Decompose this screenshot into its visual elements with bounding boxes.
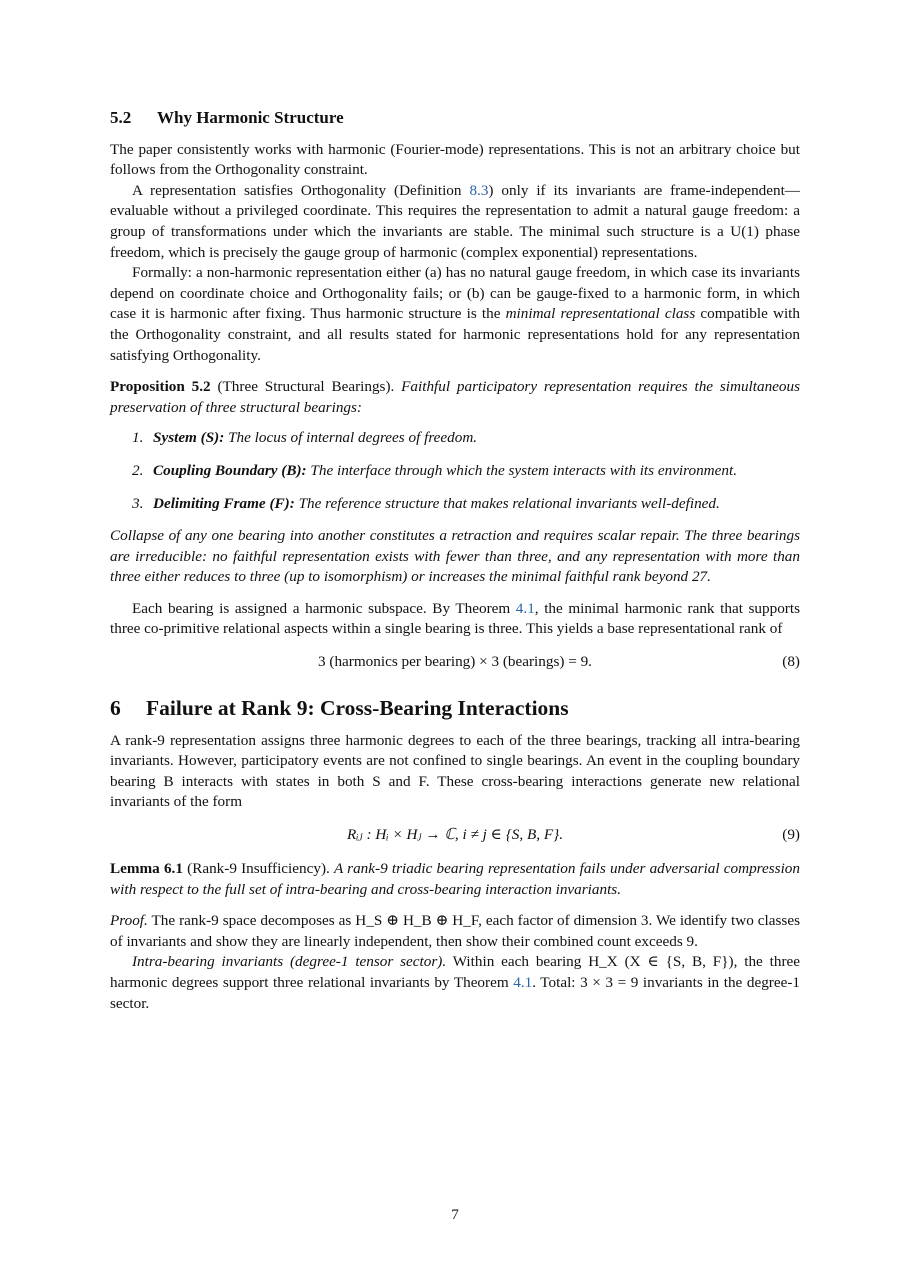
- section-title: Failure at Rank 9: Cross-Bearing Interactions: [146, 696, 569, 721]
- proposition-closing: Collapse of any one bearing into another constitutes a retraction and requires scalar repair. The three bearings are irreducible: no faithful representation exists with fewer than three, and any representation with more than three either reduces to three (up to isomorphism) or increases the minimal faithful rank beyond 27.: [110, 527, 800, 586]
- definition-link[interactable]: 8.3: [469, 181, 489, 199]
- paragraph: Each bearing is assigned a harmonic subspace. By Theorem 4.1, the minimal harmonic rank that supports three co-primitive relational aspects within a single bearing is three. This yields a base representational rank of: [110, 599, 800, 638]
- equation-tag: (9): [782, 826, 800, 844]
- proposition-name: (Three Structural Bearings).: [217, 378, 395, 396]
- proposition-statement: Faithful participatory representation requires the simultaneous preservation of three structural bearings:: [110, 378, 801, 416]
- lemma-name: (Rank-9 Insufficiency).: [187, 860, 330, 878]
- list-item: 2. Coupling Boundary (B): The interface through which the system interacts with its environment.: [132, 461, 738, 479]
- list-item: 1. System (S): The locus of internal degrees of freedom.: [132, 429, 478, 447]
- proof-label: Proof.: [110, 912, 148, 930]
- lemma-statement: A rank-9 triadic bearing representation fails under adversarial compression with respect to the full set of intra-bearing and cross-bearing interaction invariants.: [110, 860, 800, 898]
- subsection-number: 5.2: [110, 108, 132, 127]
- paragraph: Formally: a non-harmonic representation either (a) has no natural gauge freedom, in which case its invariants depend on coordinate choice and Orthogonality fails; or (b) can be gauge-fixed to a harmonic form, in which case it is harmonic after fixing. Thus harmonic structure is the minimal representational class compatible with the Orthogonality constraint, and all results stated for harmonic representations hold for any representation satisfying Orthogonality.: [110, 264, 800, 364]
- equation-tag: (8): [782, 653, 800, 671]
- paragraph: Intra-bearing invariants (degree-1 tensor sector). Within each bearing H_X (X ∈ {S, B, F}), the three harmonic degrees support three relational invariants by Theorem 4.1. Total: 3 × 3 = 9 invariants in the degree-1 sector.: [110, 953, 800, 1012]
- subsection-heading: [110, 108, 800, 129]
- subsection-title: Why Harmonic Structure: [157, 108, 344, 127]
- section-heading: [110, 698, 800, 719]
- proof: Proof. The rank-9 space decomposes as H_S ⊕ H_B ⊕ H_F, each factor of dimension 3. We identify two classes of invariants and show they are linearly independent, then show their combined count exceeds 9.: [110, 912, 800, 950]
- paragraph: A rank-9 representation assigns three harmonic degrees to each of the three bearings, tracking all intra-bearing invariants. However, participatory events are not confined to single bearings. An event in the coupling boundary bearing B interacts with states in both S and F. These cross-bearing interactions generate new relational invariants of the form: [110, 731, 800, 811]
- proposition-label: Proposition 5.2: [110, 378, 211, 396]
- page-number: 7: [451, 1206, 459, 1223]
- theorem-link[interactable]: 4.1: [513, 974, 533, 991]
- lemma-label: Lemma 6.1: [110, 860, 183, 878]
- equation-8: 3 (harmonics per bearing) × 3 (bearings) = 9. (8): [110, 652, 800, 672]
- proposition: [110, 377, 800, 418]
- section-number: 6: [110, 696, 121, 721]
- theorem-link[interactable]: 4.1: [515, 599, 535, 617]
- bearing-list: [110, 428, 800, 514]
- paragraph: The paper consistently works with harmonic (Fourier-mode) representations. This is not an arbitrary choice but follows from the Orthogonality constraint.: [110, 140, 800, 179]
- lemma: [110, 859, 800, 900]
- paragraph: A representation satisfies Orthogonality (Definition 8.3) only if its invariants are frame-independent—evaluable without a privileged coordinate. This requires the representation to admit a natural gauge freedom: a group of transformations under which the invariants are stable. The minimal such structure is a U(1) phase freedom, which is precisely the gauge group of harmonic (complex exponential) representations.: [110, 181, 800, 261]
- list-item: 3. Delimiting Frame (F): The reference structure that makes relational invariants well-defined.: [132, 494, 720, 512]
- equation-9: Rᵢⱼ : Hᵢ × Hⱼ → ℂ, i ≠ j ∈ {S, B, F}. (9): [110, 825, 800, 845]
- paper-page: [110, 108, 800, 1014]
